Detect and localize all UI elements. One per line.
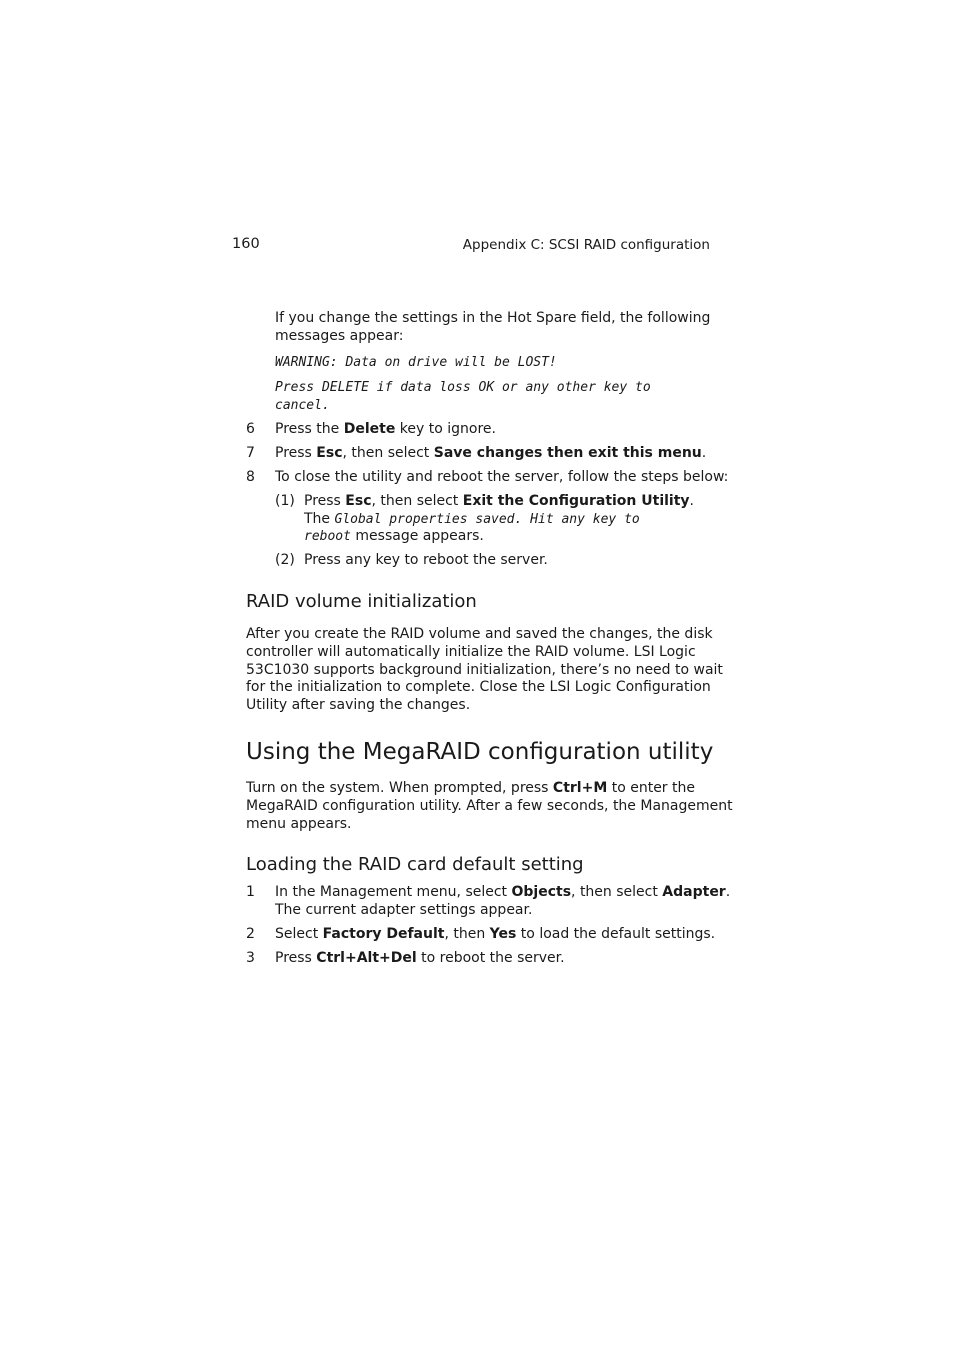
loading-step-3: Press Ctrl+Alt+Del to reboot the server. xyxy=(275,950,565,966)
substep-1-line2: The Global properties saved. Hit any key to xyxy=(304,511,640,527)
step-6: Press the Delete key to ignore. xyxy=(275,421,496,437)
raid-init-line: controller will automatically initialize the RAID volume. LSI Logic xyxy=(246,644,696,660)
step-8: To close the utility and reboot the server, follow the steps below: xyxy=(275,469,729,485)
page-number: 160 xyxy=(232,236,260,252)
substep-1-line3: reboot message appears. xyxy=(304,528,484,544)
raid-init-line: 53C1030 supports background initialization, there’s no need to wait xyxy=(246,662,723,678)
hotspare-intro: If you change the settings in the Hot Spare field, the following messages appear: xyxy=(275,310,711,344)
megaraid-line-1: Turn on the system. When prompted, press Ctrl+M to enter the xyxy=(246,780,695,796)
substep-number: (1) xyxy=(275,493,295,509)
step-number: 8 xyxy=(246,469,255,485)
section-heading-raid-init: RAID volume initialization xyxy=(246,591,477,612)
step-number: 2 xyxy=(246,926,255,942)
step-number: 1 xyxy=(246,884,255,900)
press-delete-message-line1: Press DELETE if data loss OK or any other key to xyxy=(275,380,651,395)
step-7: Press Esc, then select Save changes then exit this menu. xyxy=(275,445,707,461)
substep-1: Press Esc, then select Exit the Configuration Utility. xyxy=(304,493,694,509)
warning-message: WARNING: Data on drive will be LOST! xyxy=(275,355,557,370)
step-number: 7 xyxy=(246,445,255,461)
loading-step-2: Select Factory Default, then Yes to load the default settings. xyxy=(275,926,716,942)
megaraid-line-2: MegaRAID configuration utility. After a few seconds, the Management xyxy=(246,798,733,814)
step-number: 6 xyxy=(246,421,255,437)
substep-number: (2) xyxy=(275,552,295,568)
raid-init-line: After you create the RAID volume and saved the changes, the disk xyxy=(246,626,713,642)
raid-init-line: Utility after saving the changes. xyxy=(246,697,471,713)
loading-step-1: In the Management menu, select Objects, then select Adapter. xyxy=(275,884,731,900)
megaraid-line-3: menu appears. xyxy=(246,816,352,832)
loading-step-1-line2: The current adapter settings appear. xyxy=(275,902,533,918)
step-number: 3 xyxy=(246,950,255,966)
raid-init-line: for the initialization to complete. Close the LSI Logic Configuration xyxy=(246,679,711,695)
substep-2: Press any key to reboot the server. xyxy=(304,552,548,568)
section-heading-megaraid: Using the MegaRAID configuration utility xyxy=(246,739,714,765)
running-header: Appendix C: SCSI RAID configuration xyxy=(462,237,710,253)
press-delete-message-line2: cancel. xyxy=(275,398,330,413)
section-heading-loading: Loading the RAID card default setting xyxy=(246,854,584,875)
